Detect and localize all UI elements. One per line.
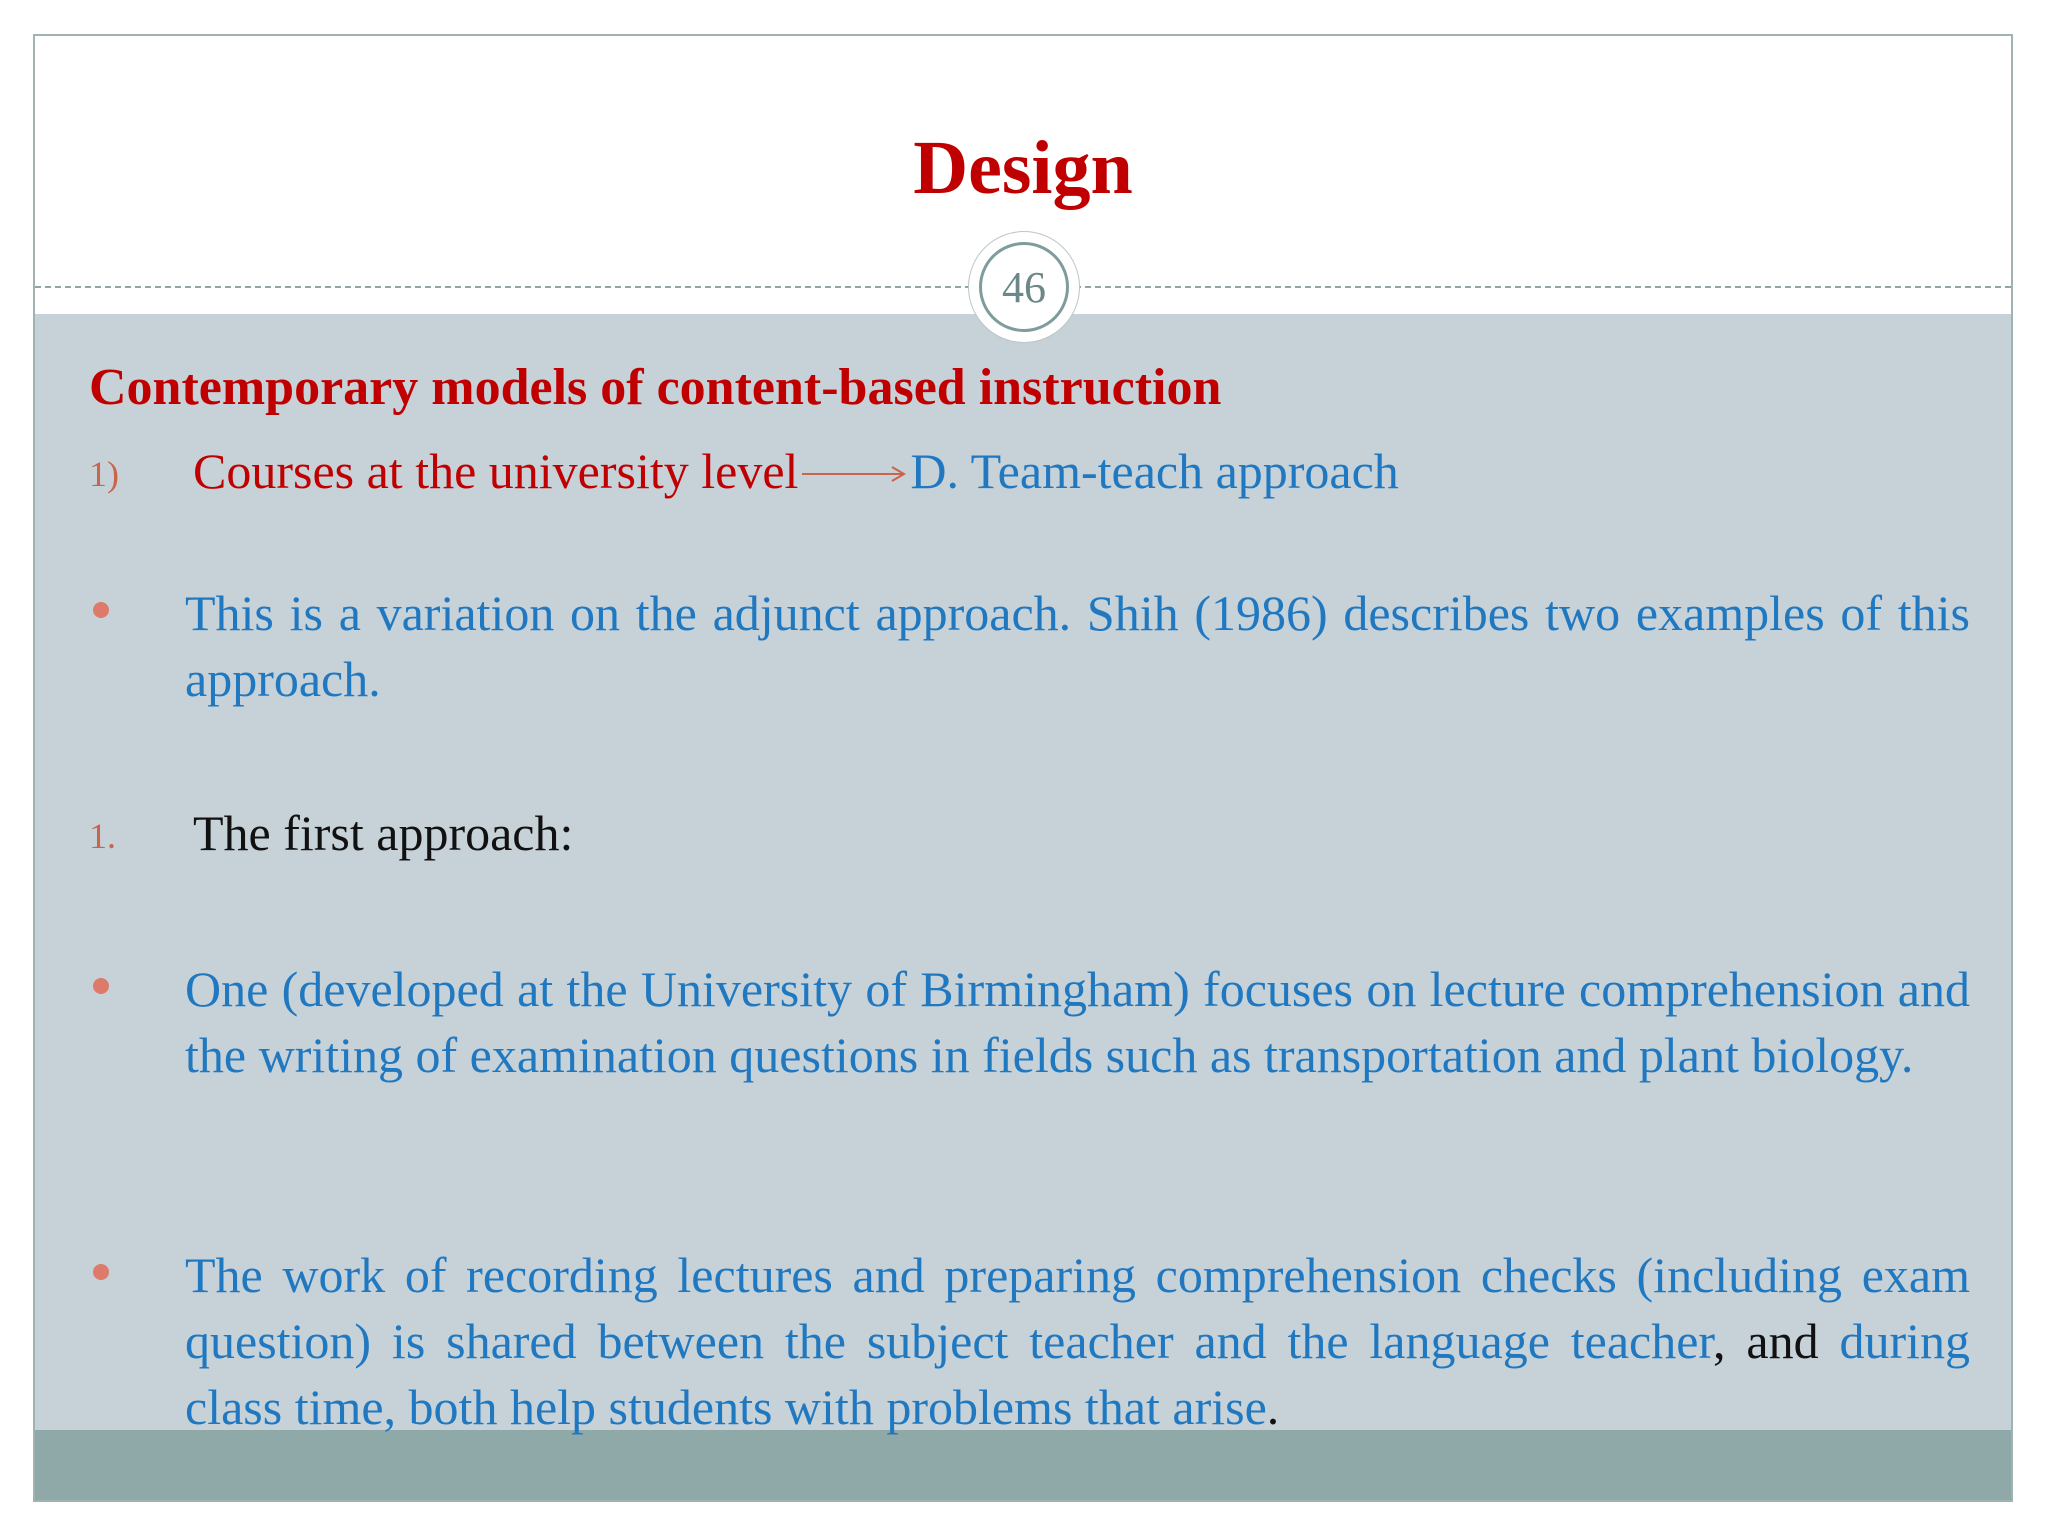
bullet-text: One (developed at the University of Birmingham) focuses on lecture comprehension and the writing of examination questions in fields such as transportation and plant biology. (185, 961, 1970, 1083)
bullet-item (89, 580, 1989, 712)
footer-band (35, 1430, 2011, 1500)
model-item-target: D. Team-teach approach (910, 443, 1399, 499)
list-marker: 1. (89, 816, 116, 856)
arrow-right-icon (802, 464, 908, 484)
first-approach-label: The first approach: (193, 805, 574, 861)
page-number-badge (969, 232, 1079, 342)
bullet-text: This is a variation on the adjunct approach. Shih (1986) describes two examples of this approach. (185, 585, 1970, 707)
bullet-text-part: The work of recording lectures and preparing comprehension checks (including exam question) is shared between the subject teacher and the language teacher (185, 1247, 1970, 1369)
slide-title: Design (913, 126, 1133, 210)
section-heading: Contemporary models of content-based instruction (89, 359, 1222, 416)
bullet-item (89, 1242, 1989, 1440)
model-item-text (193, 443, 1399, 499)
model-item-label: Courses at the university level (193, 443, 799, 499)
bullet-text-part: , and (1713, 1313, 1819, 1369)
list-marker: 1) (89, 454, 119, 494)
bullet-text-part: . (1266, 1379, 1280, 1435)
page-number: 46 (979, 242, 1069, 332)
slide (33, 34, 2013, 1502)
bullet-dot-icon (93, 1264, 109, 1280)
bullet-text-part: during class time, both help students with problems that arise (185, 1313, 1970, 1435)
bullet-dot-icon (93, 602, 109, 618)
bullet-item (89, 956, 1989, 1088)
bullet-dot-icon (93, 978, 109, 994)
bullet-text (185, 1242, 1970, 1440)
